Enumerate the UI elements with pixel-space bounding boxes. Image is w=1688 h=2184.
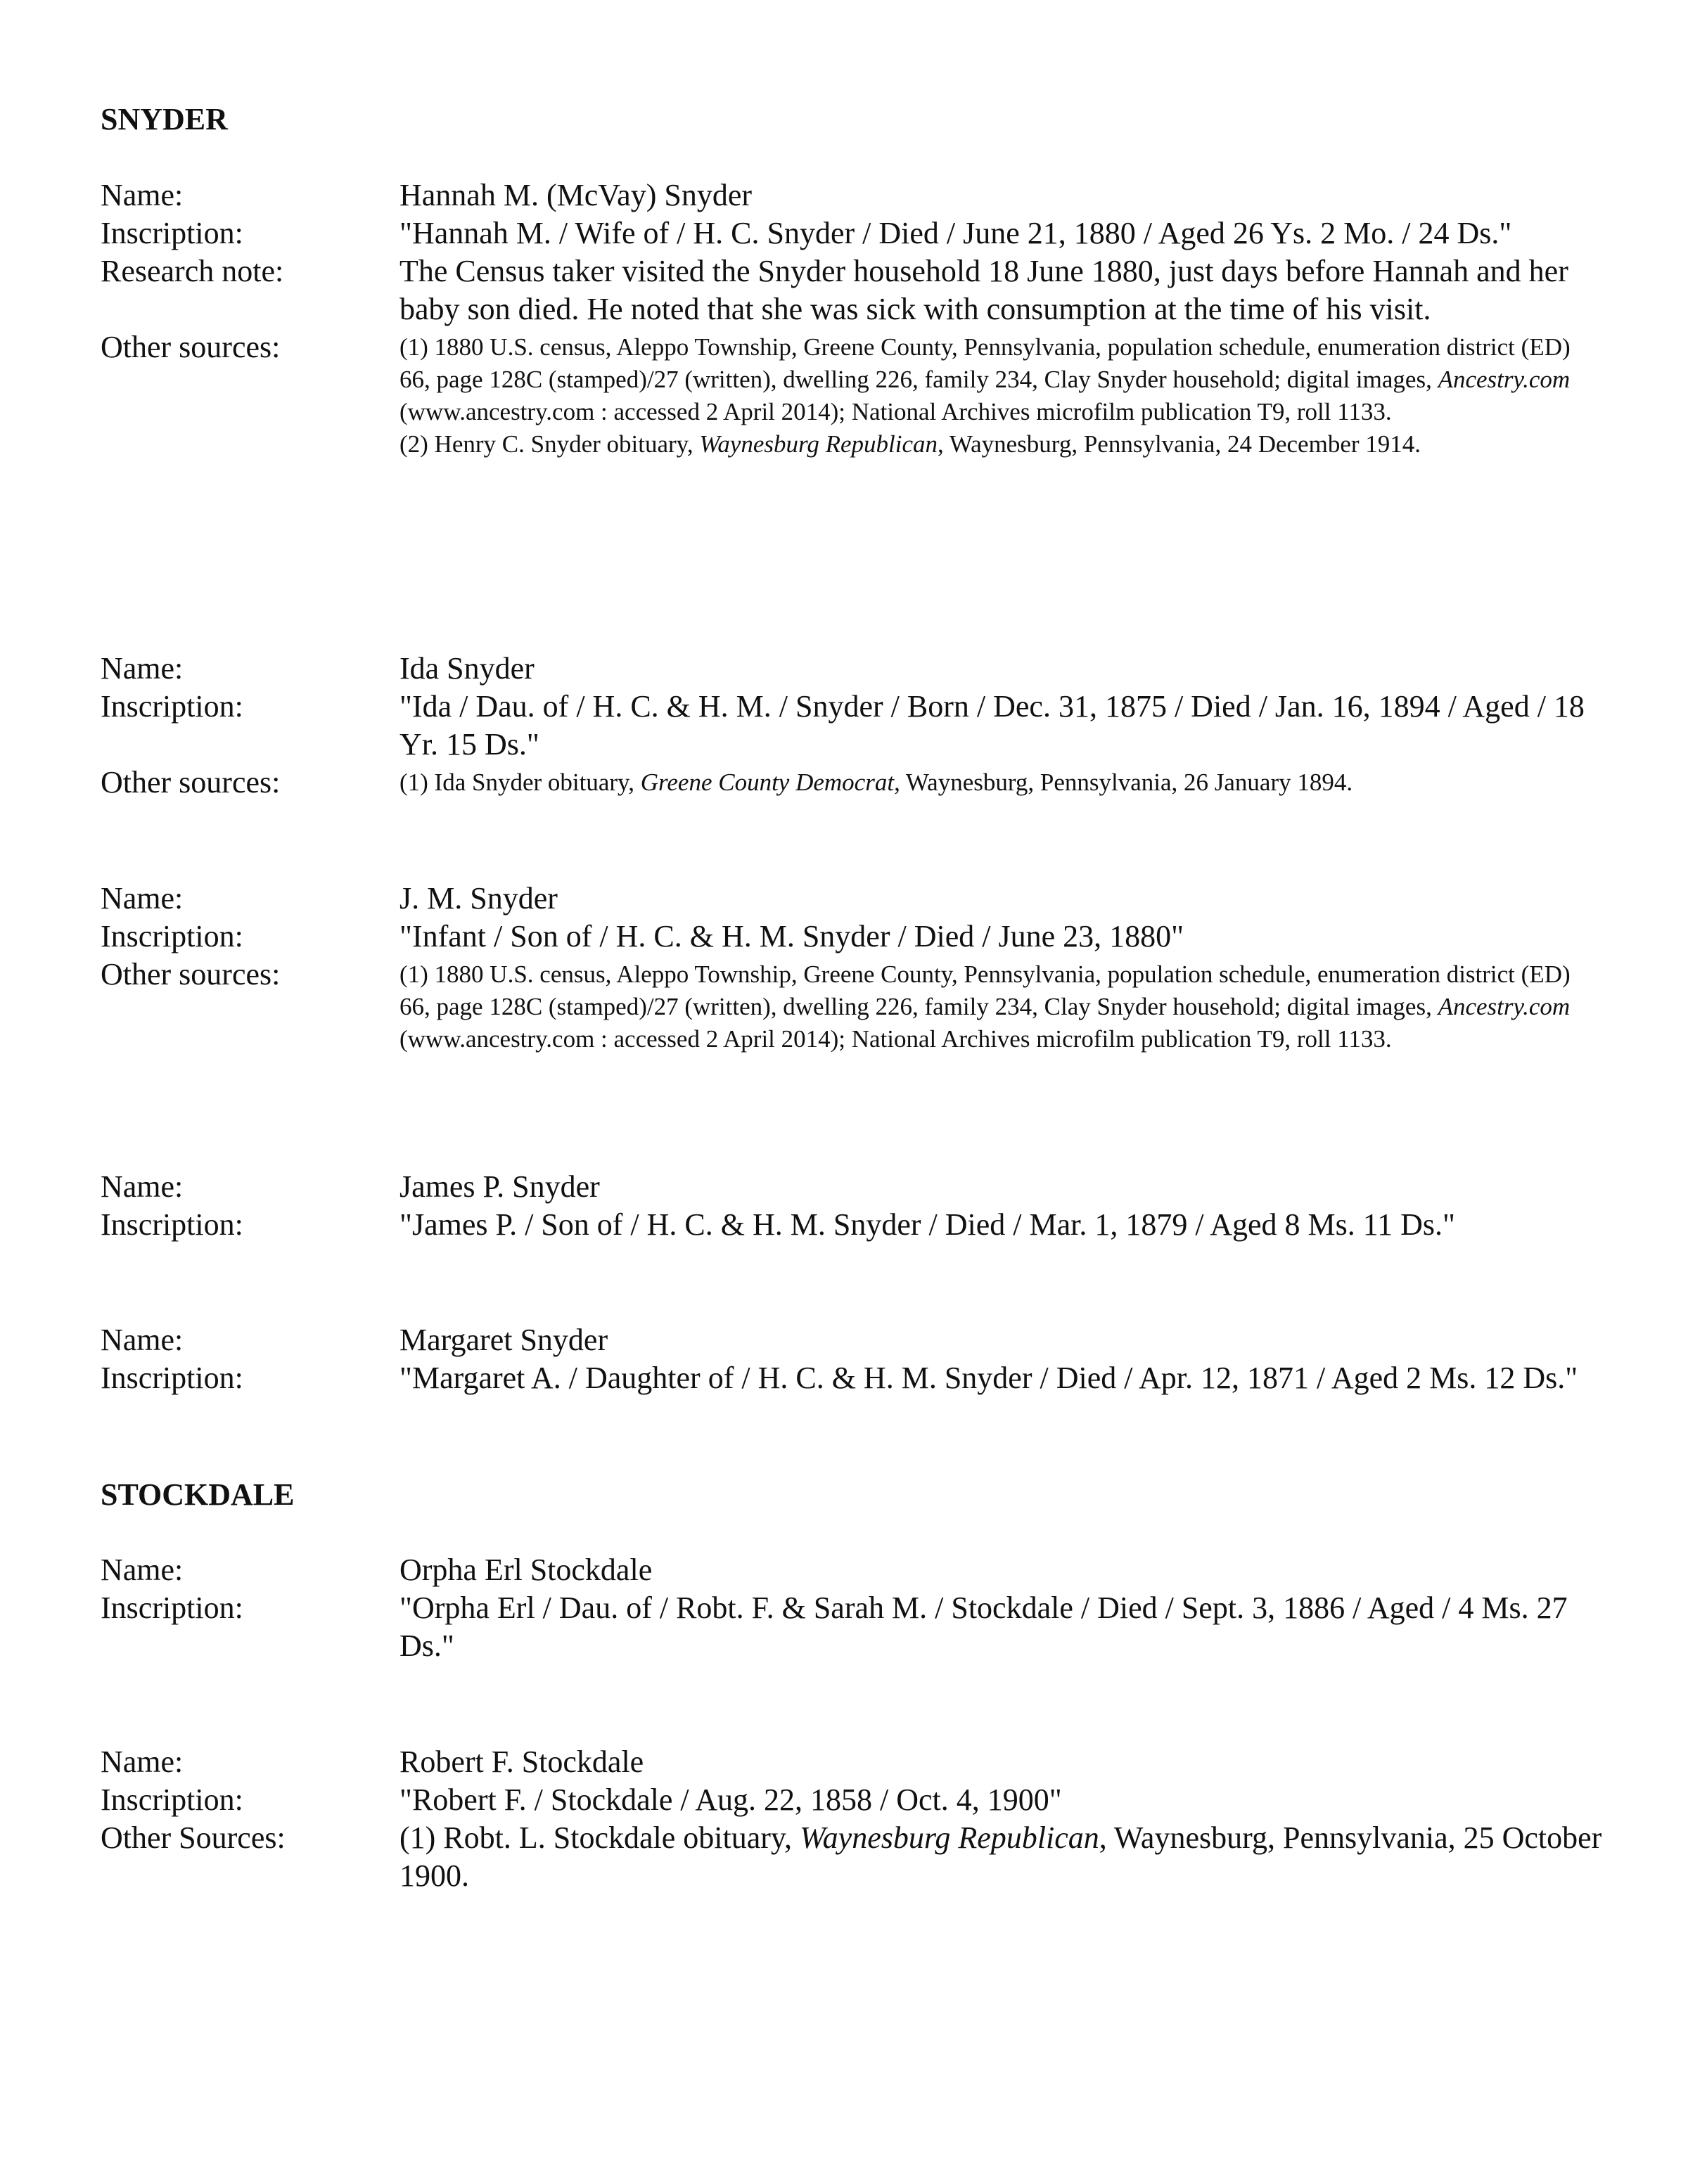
- field-value: James P. Snyder: [399, 1169, 600, 1204]
- record-row: [101, 880, 1606, 918]
- sources-list: [399, 956, 1606, 1055]
- field-label: Other sources:: [101, 765, 281, 799]
- field-value: "Infant / Son of / H. C. & H. M. Snyder / Died / June 23, 1880": [399, 919, 1184, 953]
- field-label: Other sources:: [101, 330, 281, 364]
- record-row: [101, 918, 1606, 956]
- record-row: [101, 1321, 1606, 1359]
- record-row: [101, 688, 1606, 764]
- record-entry: [101, 1551, 1606, 1665]
- field-label: Name:: [101, 1323, 184, 1357]
- field-label: Inscription:: [101, 1207, 243, 1242]
- field-label: Inscription:: [101, 1591, 243, 1625]
- field-value: Ida Snyder: [399, 651, 535, 686]
- sources-list: [399, 764, 1606, 799]
- record-row: [101, 1168, 1606, 1206]
- field-label: Name:: [101, 1553, 184, 1587]
- field-label: Other sources:: [101, 957, 281, 991]
- record-entry: [101, 1321, 1606, 1397]
- source-citation: (1) 1880 U.S. census, Aleppo Township, Greene County, Pennsylvania, population schedule, enumeration district (ED) 66, page 128C (stamped)/27 (written), dwelling 226, family 234, Clay Snyder household; digital images, Ancestry.com (www.ancestry.com : accessed 2 April 2014); National Archives microfilm publication T9, roll 1133.: [399, 333, 1571, 425]
- record-row: [101, 1589, 1606, 1665]
- field-value: "Orpha Erl / Dau. of / Robt. F. & Sarah M. / Stockdale / Died / Sept. 3, 1886 / Aged / 4 Ms. 27 Ds.": [399, 1591, 1568, 1663]
- field-value: J. M. Snyder: [399, 881, 558, 916]
- field-value: Robert F. Stockdale: [399, 1745, 644, 1779]
- field-value: Margaret Snyder: [399, 1323, 608, 1357]
- source-citation: (1) 1880 U.S. census, Aleppo Township, Greene County, Pennsylvania, population schedule, enumeration district (ED) 66, page 128C (stamped)/27 (written), dwelling 226, family 234, Clay Snyder household; digital images, Ancestry.com (www.ancestry.com : accessed 2 April 2014); National Archives microfilm publication T9, roll 1133.: [399, 961, 1571, 1053]
- record-row: [101, 214, 1606, 252]
- field-label: Name:: [101, 651, 184, 686]
- sources-list: [399, 1819, 1606, 1895]
- record-row: [101, 176, 1606, 214]
- record-row: [101, 956, 1606, 1055]
- field-value: "James P. / Son of / H. C. & H. M. Snyder / Died / Mar. 1, 1879 / Aged 8 Ms. 11 Ds.": [399, 1207, 1455, 1242]
- record-row: [101, 764, 1606, 802]
- record-entry: [101, 880, 1606, 1055]
- field-label: Inscription:: [101, 919, 243, 953]
- record-row: [101, 252, 1606, 328]
- field-label: Name:: [101, 1169, 184, 1204]
- record-row: [101, 1819, 1606, 1895]
- field-label: Inscription:: [101, 689, 243, 724]
- record-row: [101, 1551, 1606, 1589]
- record-row: [101, 650, 1606, 688]
- source-citation: (1) Ida Snyder obituary, Greene County Democrat, Waynesburg, Pennsylvania, 26 January 1894.: [399, 769, 1353, 796]
- record-row: [101, 1743, 1606, 1781]
- field-value: "Margaret A. / Daughter of / H. C. & H. M. Snyder / Died / Apr. 12, 1871 / Aged 2 Ms. 12 Ds.": [399, 1361, 1578, 1395]
- record-row: [101, 1781, 1606, 1819]
- field-value: "Ida / Dau. of / H. C. & H. M. / Snyder / Born / Dec. 31, 1875 / Died / Jan. 16, 1894 / Aged / 18 Yr. 15 Ds.": [399, 689, 1585, 762]
- sources-list: [399, 328, 1606, 461]
- field-label: Name:: [101, 1745, 184, 1779]
- field-value: The Census taker visited the Snyder household 18 June 1880, just days before Hannah and her baby son died. He noted that she was sick with consumption at the time of his visit.: [399, 254, 1568, 326]
- record-row: [101, 328, 1606, 461]
- record-row: [101, 1359, 1606, 1397]
- source-citation: (2) Henry C. Snyder obituary, Waynesburg Republican, Waynesburg, Pennsylvania, 24 December 1914.: [399, 430, 1421, 458]
- record-entry: [101, 1743, 1606, 1895]
- field-label: Name:: [101, 881, 184, 916]
- record-entry: [101, 650, 1606, 802]
- record-entry: [101, 1168, 1606, 1244]
- field-value: Orpha Erl Stockdale: [399, 1553, 653, 1587]
- record-entry: [101, 176, 1606, 461]
- field-label: Other Sources:: [101, 1820, 286, 1855]
- surname-heading: SNYDER: [101, 102, 228, 136]
- record-row: [101, 1206, 1606, 1244]
- field-label: Inscription:: [101, 1361, 243, 1395]
- field-value: Hannah M. (McVay) Snyder: [399, 178, 752, 212]
- field-label: Research note:: [101, 254, 284, 288]
- surname-heading: STOCKDALE: [101, 1477, 295, 1512]
- source-citation: (1) Robt. L. Stockdale obituary, Waynesburg Republican, Waynesburg, Pennsylvania, 25 October 1900.: [399, 1820, 1602, 1893]
- field-value: "Hannah M. / Wife of / H. C. Snyder / Died / June 21, 1880 / Aged 26 Ys. 2 Mo. / 24 Ds.": [399, 216, 1512, 250]
- field-label: Name:: [101, 178, 184, 212]
- field-label: Inscription:: [101, 216, 243, 250]
- field-label: Inscription:: [101, 1782, 243, 1817]
- field-value: "Robert F. / Stockdale / Aug. 22, 1858 / Oct. 4, 1900": [399, 1782, 1062, 1817]
